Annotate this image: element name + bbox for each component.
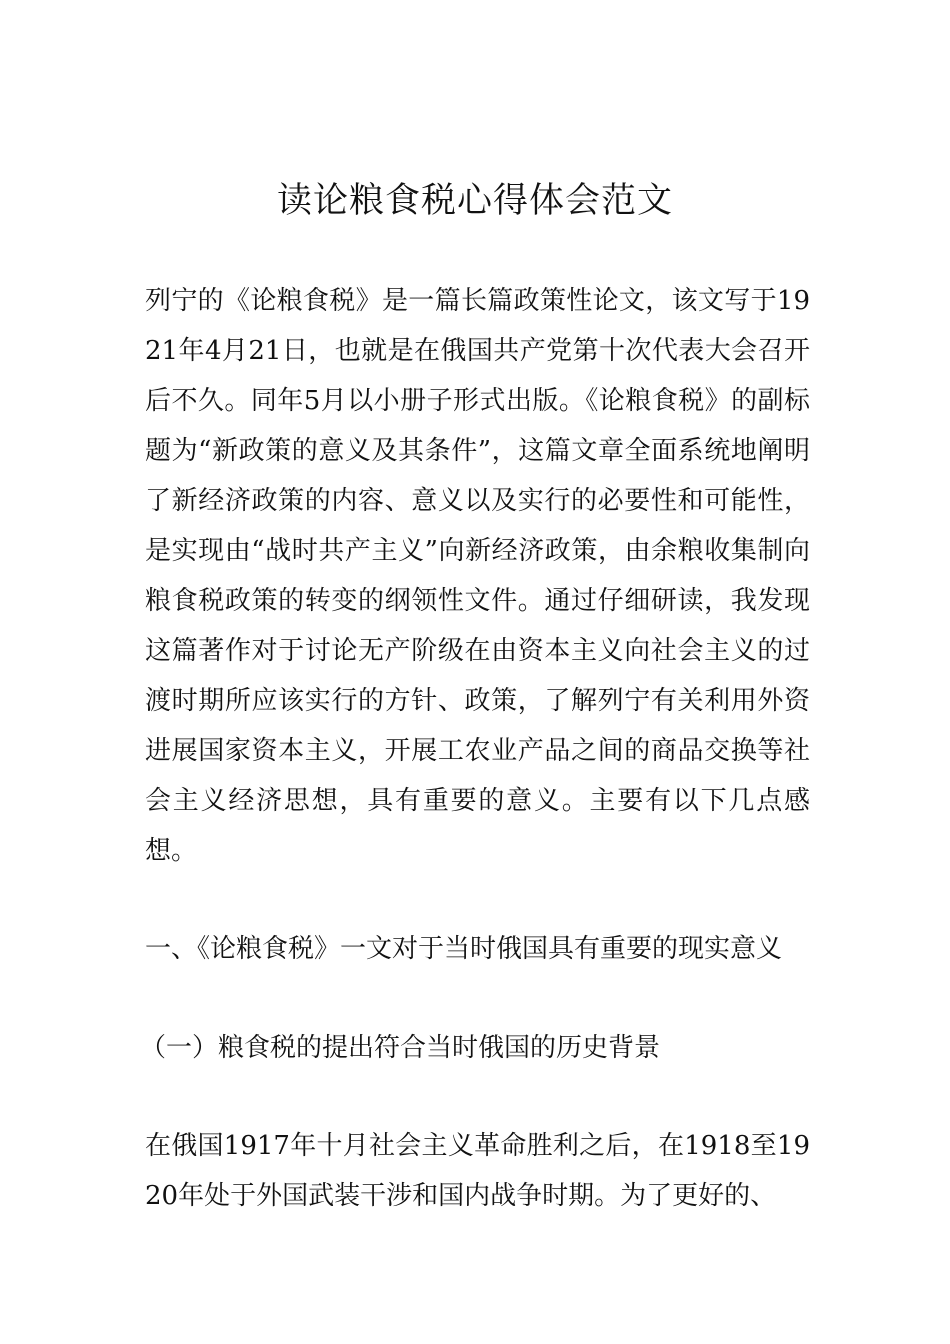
subsection-heading-1: （一）粮食税的提出符合当时俄国的历史背景 bbox=[140, 1033, 661, 1063]
paragraph-history: 在俄国1917年十月社会主义革命胜利之后，在1918至1920年处于外国武装干涉和国内战争时期。为了更好的、 bbox=[145, 1131, 810, 1211]
paragraph-intro: 列宁的《论粮食税》是一篇长篇政策性论文，该文写于1921年4月21日，也就是在俄国共产党第十次代表大会召开后不久。同年5月以小册子形式出版。《论粮食税》的副标题为“新政策的意义及其条件”，这篇文章全面系统地阐明了新经济政策的内容、意义以及实行的必要性和可能性，是实现由“战时共产主义”向新经济政策，由余粮收集制向粮食税政策的转变的纲领性文件。通过仔细研读，我发现这篇著作对于讨论无产阶级在由资本主义向社会主义的过渡时期所应该实行的方针、政策，了解列宁有关利用外资进展国家资本主义，开展工农业产品之间的商品交换等社会主义经济思想，具有重要的意义。主要有以下几点感想。 bbox=[145, 286, 810, 866]
section-heading-1: 一、《论粮食税》一文对于当时俄国具有重要的现实意义 bbox=[145, 934, 783, 964]
document-title: 读论粮食税心得体会范文 bbox=[276, 181, 673, 221]
